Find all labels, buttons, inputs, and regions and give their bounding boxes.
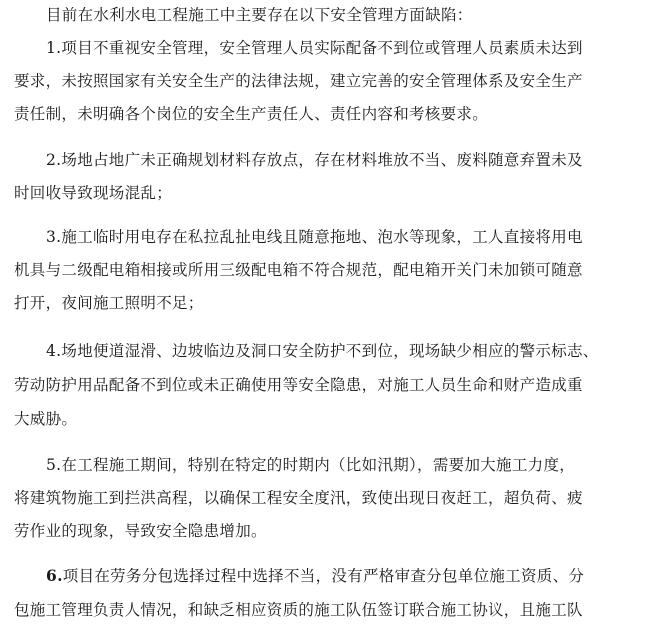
item-2-line-2: 时回收导致现场混乱； — [14, 184, 173, 202]
item-4-line-3: 大威胁。 — [14, 410, 78, 428]
item-3-line-3: 打开，夜间施工照明不足； — [14, 294, 204, 312]
item-1-line-3: 责任制，未明确各个岗位的安全生产责任人、责任内容和考核要求。 — [14, 105, 489, 123]
item-4-line-2: 劳动防护用品配备不到位或未正确使用等安全隐患，对施工人员生命和财产造成重 — [14, 376, 583, 394]
item-1-line-1: 1.项目不重视安全管理，安全管理人员实际配备不到位或管理人员素质未达到 — [46, 39, 583, 57]
item-6-line-1 — [0, 561, 654, 591]
item-5-line-1: 5.在工程施工期间，特别在特定的时期内（比如汛期），需要加大施工力度， — [46, 456, 576, 474]
item-6-number: 6. — [46, 566, 63, 585]
item-1-line-2: 要求，未按照国家有关安全生产的法律法规，建立完善的安全管理体系及安全生产 — [14, 72, 583, 90]
item-5-line-3: 劳作业的现象，导致安全隐患增加。 — [14, 522, 267, 540]
item-3-line-2: 机具与二级配电箱相接或所用三级配电箱不符合规范，配电箱开关门未加锁可随意 — [14, 261, 583, 279]
item-3-line-1: 3.施工临时用电存在私拉乱扯电线且随意拖地、泡水等现象，工人直接将用电 — [46, 228, 583, 246]
item-5-line-2: 将建筑物施工到拦洪高程，以确保工程安全度汛，致使出现日夜赶工，超负荷、疲 — [14, 489, 583, 507]
item-6-line-2: 包施工管理负责人情况，和缺乏相应资质的施工队伍签订联合施工协议，且施工队 — [14, 601, 583, 619]
intro-paragraph: 目前在水利水电工程施工中主要存在以下安全管理方面缺陷： — [46, 6, 473, 24]
item-6-line-1-text: 项目在劳务分包选择过程中选择不当，没有严格审查分包单位施工资质、分 — [62, 567, 585, 585]
item-4-line-1: 4.场地便道湿滑、边坡临边及洞口安全防护不到位，现场缺少相应的警示标志、 — [46, 342, 599, 360]
item-2-line-1: 2.场地占地广未正确规划材料存放点，存在材料堆放不当、废料随意弃置未及 — [46, 151, 583, 169]
